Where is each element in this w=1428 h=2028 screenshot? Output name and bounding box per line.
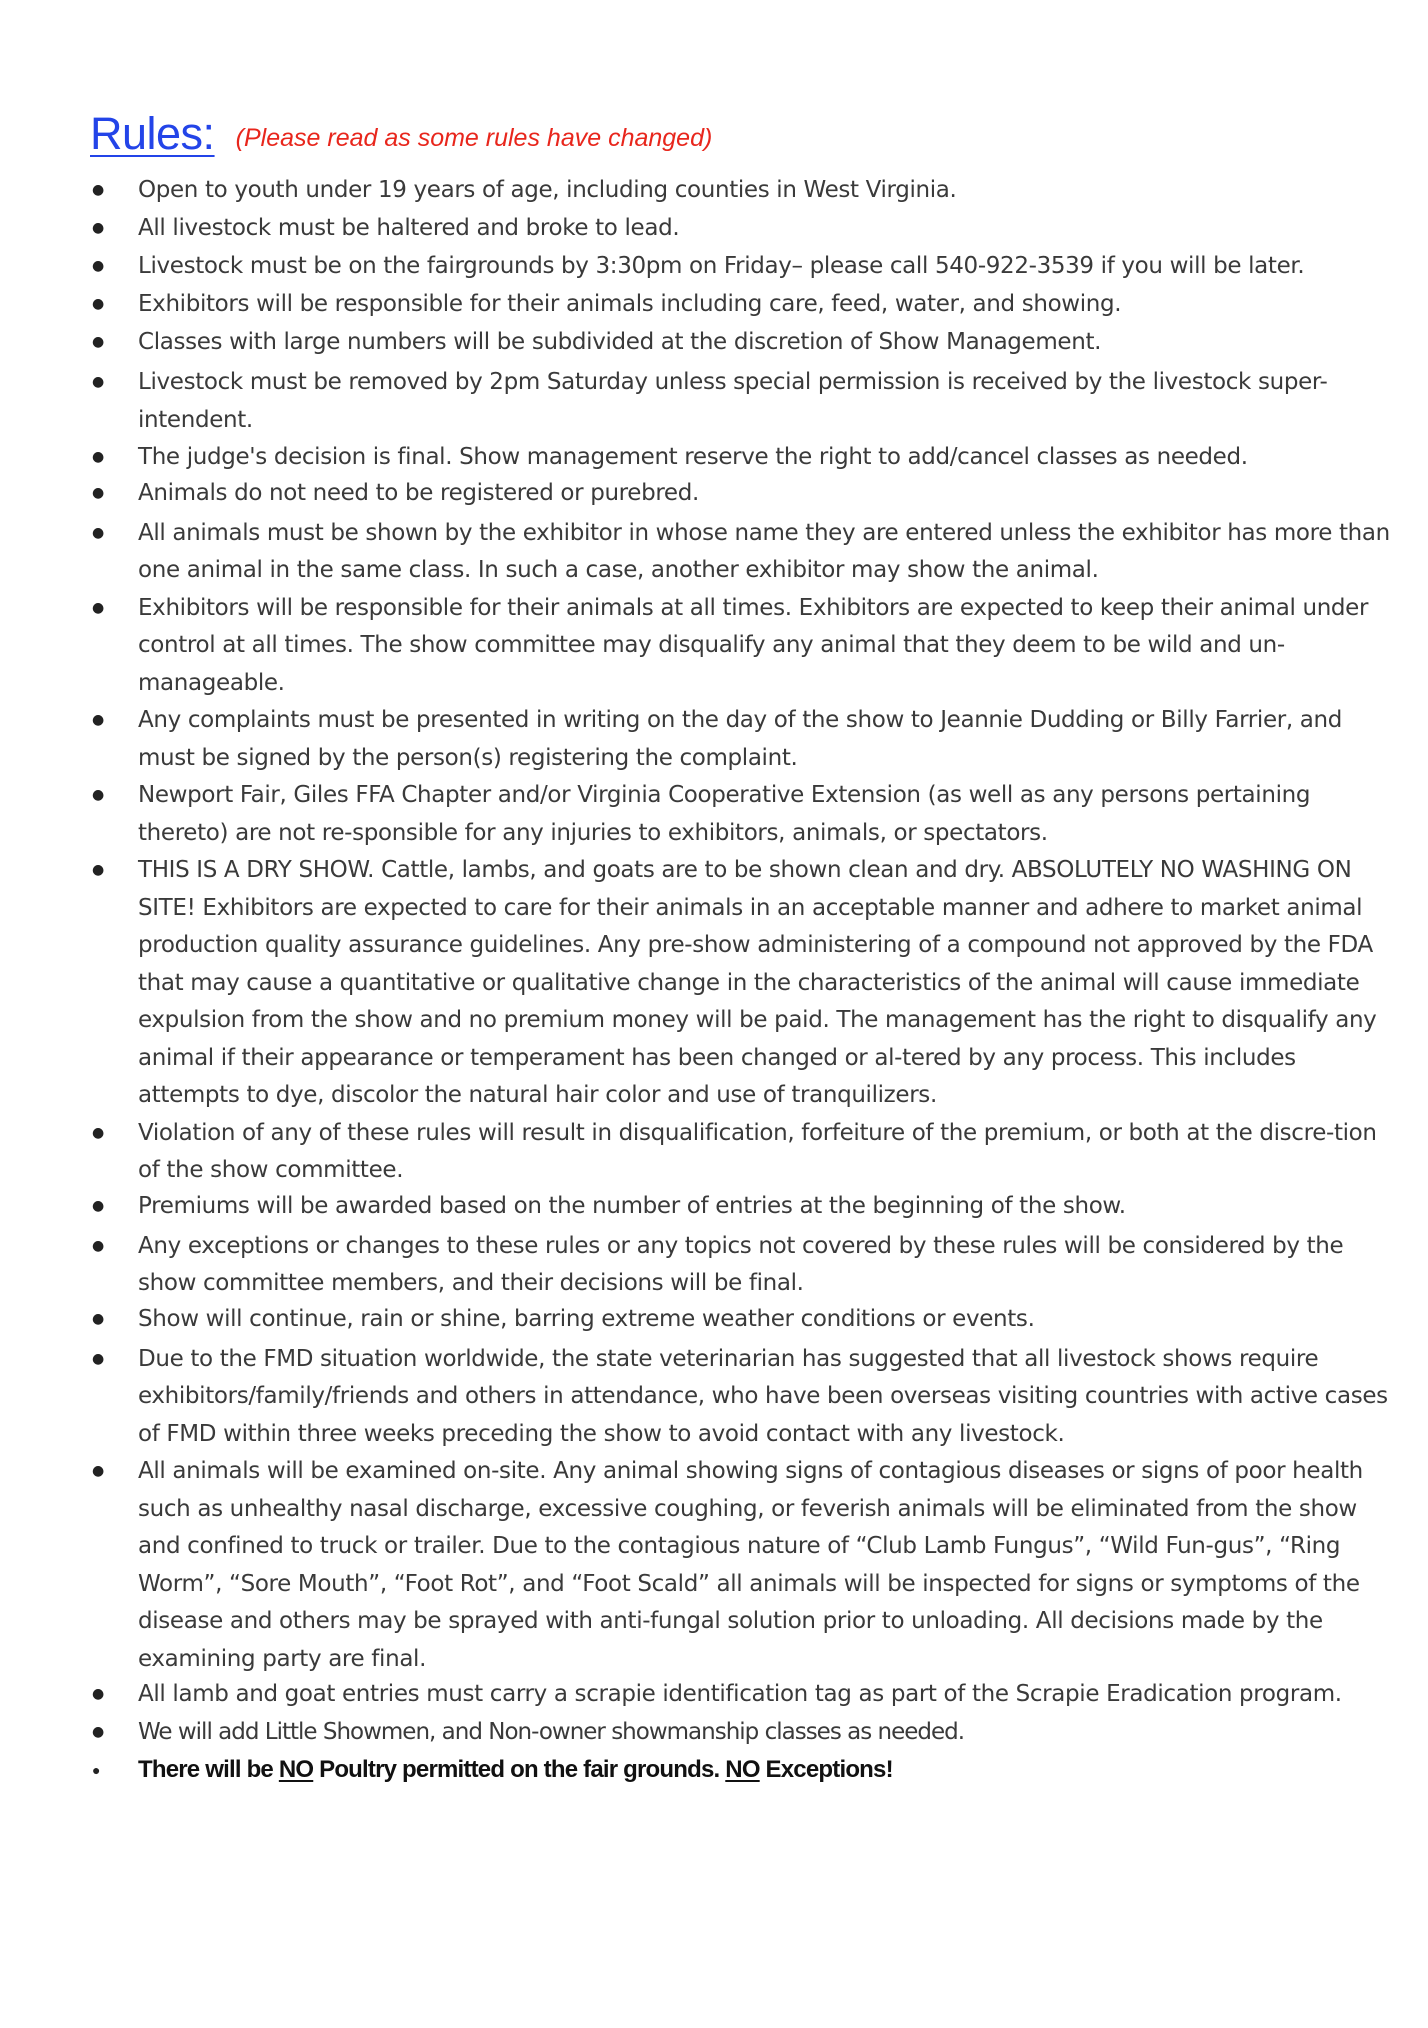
rule-item (90, 439, 1390, 477)
rule-text: Newport Fair, Giles FFA Chapter and/or Virginia Cooperative Extension (as well as any persons pertaining thereto) are not re-sponsible for any injuries to exhibitors, animals, or spectators. (138, 782, 1311, 846)
bullet-icon: ● (92, 1237, 104, 1254)
bullet-icon: ● (92, 296, 104, 312)
rule-item (90, 1303, 1390, 1335)
rule-item (90, 1341, 1390, 1454)
rule-item (90, 1453, 1390, 1678)
rule-text: Premiums will be awarded based on the number of entries at the beginning of the show. (138, 1192, 1126, 1219)
rule-item (90, 777, 1390, 852)
rule-item (90, 212, 1390, 244)
bullet-icon: ● (92, 334, 104, 350)
rule-text: Exhibitors will be responsible for their animals including care, feed, water, and showing. (138, 291, 1122, 317)
bullet-icon: ● (92, 524, 104, 541)
rule-text: Livestock must be on the fairgrounds by 3:30pm on Friday– please call 540-922-3539 if you will be later. (138, 253, 1305, 279)
rules-heading (90, 108, 1390, 170)
rules-changed-note: (Please read as some rules have changed) (235, 124, 713, 152)
rule-item (90, 1228, 1390, 1303)
rule-text: All livestock must be haltered and broke to lead. (138, 215, 680, 241)
bullet-icon: ● (92, 1762, 100, 1778)
rules-title: Rules: (90, 108, 215, 159)
bullet-icon: ● (92, 1310, 104, 1327)
rule-item (90, 288, 1390, 320)
rule-text: Open to youth under 19 years of age, including counties in West Virginia. (138, 177, 957, 203)
rule-item-no-poultry (90, 1754, 1390, 1786)
rule-item (90, 1115, 1390, 1190)
rule-text-part: Poultry permitted on the fair grounds. (313, 1756, 726, 1783)
rule-text-emphasis: NO (278, 1756, 314, 1783)
rule-text: Classes with large numbers will be subdivided at the discretion of Show Management. (138, 329, 1102, 355)
rule-item (90, 1716, 1390, 1748)
bullet-icon: ● (92, 1197, 104, 1214)
rule-text-part: Exceptions! (759, 1756, 893, 1783)
bullet-icon: ● (92, 374, 104, 390)
rule-text: Any complaints must be presented in writing on the day of the show to Jeannie Dudding or Billy Farrier, and must be signed by the person(s) registering the complaint. (138, 707, 1342, 771)
rule-item (90, 1190, 1390, 1222)
bullet-icon: ● (92, 220, 104, 236)
bullet-icon: ● (92, 862, 104, 878)
bullet-icon: ● (92, 1463, 104, 1479)
rule-text: All animals must be shown by the exhibitor in whose name they are entered unless the exhibitor has more than one animal in the same class. In such a case, another exhibitor may show the animal. (138, 519, 1390, 583)
bullet-icon: ● (92, 1124, 104, 1141)
rule-text: THIS IS A DRY SHOW. Cattle, lambs, and goats are to be shown clean and dry. ABSOLUTELY NO WASHING ON SITE! Exhibitors are expected to care for their animals in an acceptable manner and adhere to market animal production quality assurance guidelines. Any pre-show administering of a compound not approved by the FDA that may cause a quantitative or qualitative change in the characteristics of the animal will cause immediate expulsion from the show and no premium money will be paid. The management has the right to disqualify any animal if their appearance or temperament has been changed or al-tered by any process. This includes attempts to dye, discolor the natural hair color and use of tranquilizers. (138, 857, 1377, 1108)
bullet-icon: ● (92, 1350, 104, 1367)
rule-text: All animals will be examined on-site. Any animal showing signs of contagious diseases or signs of poor health such as unhealthy nasal discharge, excessive coughing, or feverish animals will be eliminated from the show and confined to truck or trailer. Due to the contagious nature of “Club Lamb Fungus”, “Wild Fun-gus”, “Ring Worm”, “Sore Mouth”, “Foot Rot”, and “Foot Scald” all animals will be inspected for signs or symptoms of the disease and others may be sprayed with anti-fungal solution prior to unloading. All decisions made by the examining party are final. (138, 1458, 1363, 1672)
rule-text: All lamb and goat entries must carry a scrapie identification tag as part of the Scrapie Eradication program. (138, 1681, 1342, 1707)
rule-text-emphasis: NO (725, 1756, 760, 1783)
rule-text: Livestock must be removed by 2pm Saturday unless special permission is received by the livestock super-intendent. (138, 369, 1328, 433)
rule-text: Any exceptions or changes to these rules or any topics not covered by these rules will be considered by the show committee members, and their decisions will be final. (138, 1232, 1344, 1296)
rule-text: Show will continue, rain or shine, barring extreme weather conditions or events. (138, 1305, 1035, 1332)
bullet-icon: ● (92, 1724, 104, 1740)
rule-item (90, 364, 1390, 439)
rule-text: Animals do not need to be registered or purebred. (138, 479, 699, 506)
rule-item (90, 852, 1390, 1115)
rule-text: Due to the FMD situation worldwide, the state veterinarian has suggested that all livestock shows require exhibitors/family/friends and others in attendance, who have been overseas visiting countries with active cases of FMD within three weeks preceding the show to avoid contact with any livestock. (138, 1345, 1388, 1447)
bullet-icon: ● (92, 258, 104, 274)
rule-item (90, 590, 1390, 703)
rule-item (90, 477, 1390, 509)
rule-item (90, 702, 1390, 777)
rule-text: The judge's decision is final. Show management reserve the right to add/cancel classes as needed. (138, 444, 1248, 470)
rule-item (90, 174, 1390, 206)
rule-text: We will add Little Showmen, and Non-owner showmanship classes as needed. (138, 1719, 965, 1745)
rules-page (90, 108, 1390, 1792)
bullet-icon: ● (92, 182, 104, 198)
bullet-icon: ● (92, 449, 104, 465)
rules-list (90, 174, 1390, 1786)
rule-item (90, 515, 1390, 590)
rule-text: Violation of any of these rules will result in disqualification, forfeiture of the premium, or both at the discre-tion of the show committee. (138, 1119, 1377, 1183)
bullet-icon: ● (92, 787, 104, 803)
bullet-icon: ● (92, 712, 104, 728)
rule-item (90, 250, 1390, 282)
bullet-icon: ● (92, 1686, 104, 1702)
rule-text: Exhibitors will be responsible for their animals at all times. Exhibitors are expected to keep their animal under control at all times. The show committee may disqualify any animal that they deem to be wild and un-manageable. (138, 594, 1369, 696)
rule-item (90, 1678, 1390, 1710)
rule-text-part: There will be (138, 1756, 279, 1783)
rule-item (90, 326, 1390, 358)
bullet-icon: ● (92, 484, 104, 501)
bullet-icon: ● (92, 599, 104, 616)
